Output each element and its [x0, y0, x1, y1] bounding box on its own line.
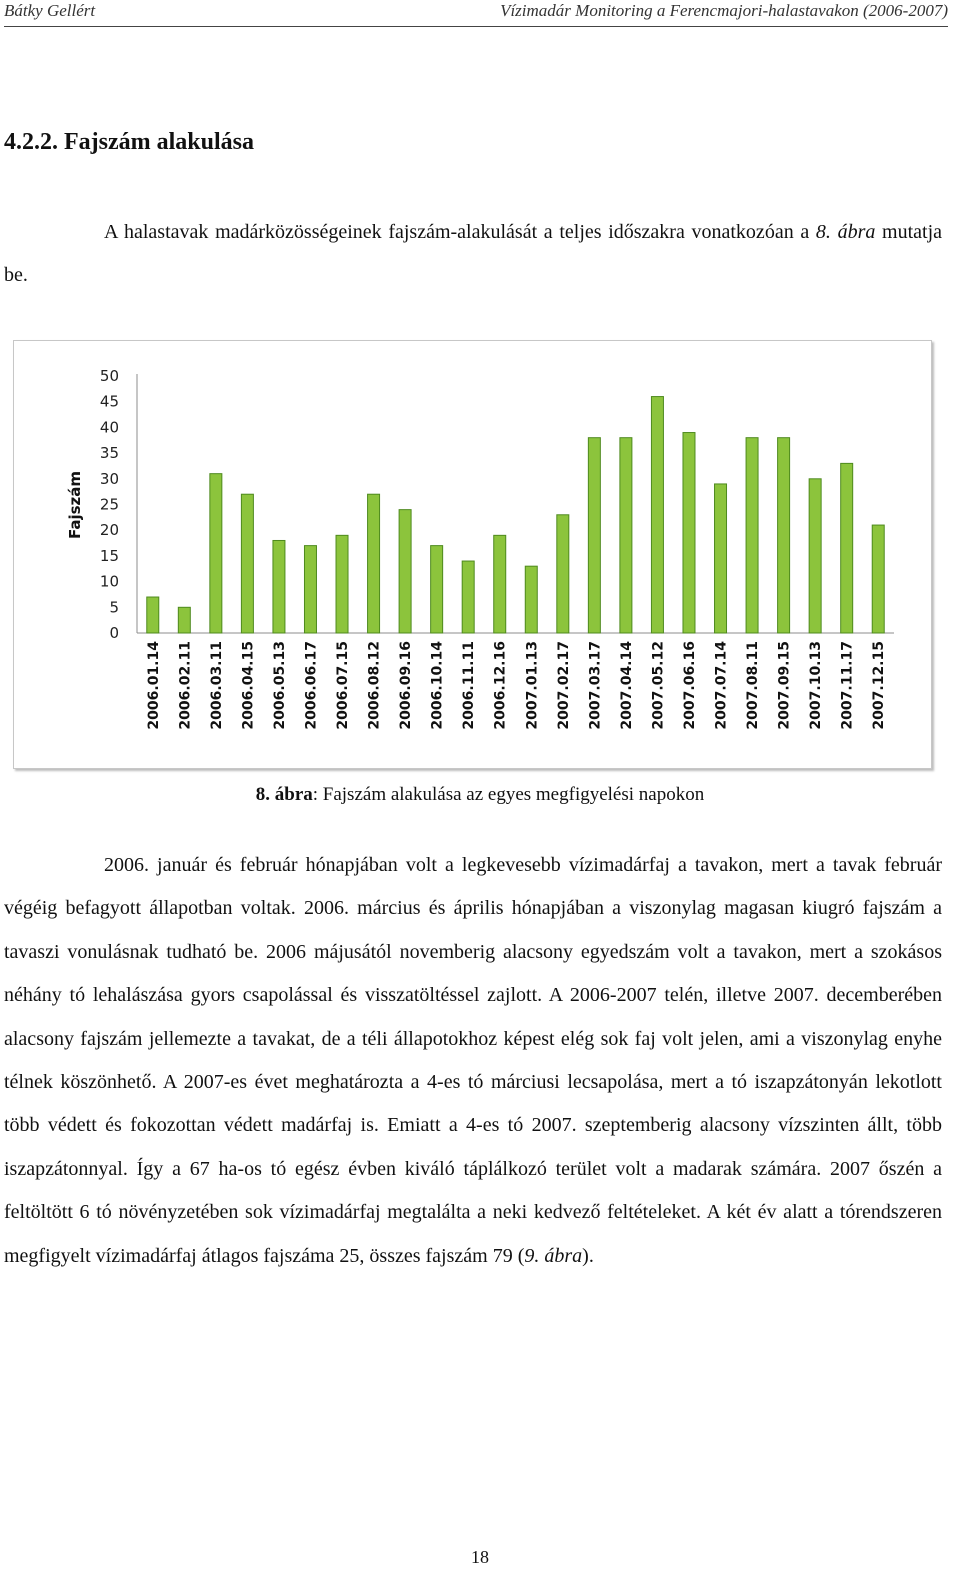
- x-tick-label: 2007.02.17: [555, 641, 572, 730]
- x-tick-label: 2006.02.11: [177, 641, 194, 730]
- bar: [746, 438, 758, 633]
- y-tick-label: 15: [99, 546, 119, 565]
- x-tick-label: 2006.03.11: [208, 641, 225, 730]
- y-tick-label: 45: [99, 392, 119, 411]
- figure-caption: [0, 784, 960, 806]
- bar: [147, 597, 159, 633]
- bar: [683, 433, 695, 633]
- body-text-end: ).: [582, 1244, 594, 1267]
- header-rule: [4, 26, 948, 27]
- y-tick-label: 25: [99, 495, 119, 514]
- y-tick-label: 10: [99, 572, 119, 591]
- x-tick-label: 2007.10.13: [808, 641, 825, 730]
- bar: [494, 535, 506, 633]
- bar: [210, 474, 222, 633]
- intro-paragraph: [4, 211, 942, 297]
- species-count-chart: [14, 341, 931, 768]
- bar: [368, 494, 380, 633]
- x-tick-label: 2007.03.17: [587, 641, 604, 730]
- x-tick-label: 2007.07.14: [713, 641, 730, 730]
- y-tick-label: 35: [99, 444, 119, 463]
- intro-text-end: mutatja be.: [4, 221, 943, 286]
- bar: [588, 438, 600, 633]
- bar: [273, 540, 285, 633]
- intro-text: A halastavak madárközösségeinek fajszám-alakulását a teljes időszakra vonatkozóan a: [104, 221, 816, 243]
- running-header: [4, 0, 948, 26]
- bar: [809, 479, 821, 633]
- page-number: 18: [471, 1547, 489, 1567]
- header-title: Vízimadár Monitoring a Ferencmajori-halastavakon (2006-2007): [500, 1, 948, 20]
- bar: [525, 566, 537, 633]
- x-tick-label: 2007.01.13: [524, 641, 541, 730]
- bar: [872, 525, 884, 633]
- body-text: 2006. január és február hónapjában volt a legkevesebb vízimadárfaj a tavakon, mert a tavak február végéig befagyott állapotban voltak. 2006. március és április hónapjában a viszonylag magasan kiugró fajszám a tavaszi vonulásnak tudható be. 2006 májusától novemberig alacsony egyedszám volt a tavakon, mert a szokásos néhány tó lehalászása gyors csapolással és visszatöltéssel zajlott. A 2006-2007 telén, illetve 2007. decemberében alacsony fajszám jellemezte a tavakat, de a téli állapotokhoz képest elég sok faj volt jelen, ami a viszonylag enyhe télnek köszönhető. A 2007-es évet meghatározta a 4-es tó márciusi lecsapolása, mert a tó iszapzátonyán lekotlott több védett és fokozottan védett madárfaj is. Emiatt a 4-es tó 2007. szeptemberig alacsony vízszinten állt, több iszapzátonnyal. Így a 67 ha-os tó egész évben kiváló táplálkozó terület volt a madarak számára. 2007 őszén a feltöltött 6 tó növényzetében sok vízimadárfaj megtalálta a neki kedvező feltételeket. A két év alatt a tórendszeren megfigyelt vízimadárfaj átlagos fajszáma 25, összes fajszám 79 (: [4, 854, 942, 1267]
- bar: [304, 546, 316, 633]
- x-tick-label: 2006.08.12: [366, 641, 383, 730]
- bar: [841, 463, 853, 633]
- intro-figure-ref: 8. ábra: [815, 221, 876, 243]
- y-tick-label: 5: [109, 598, 119, 617]
- x-tick-label: 2006.12.16: [492, 641, 509, 730]
- x-tick-label: 2006.01.14: [145, 641, 162, 730]
- x-tick-label: 2006.06.17: [303, 641, 320, 730]
- bar: [620, 438, 632, 633]
- body-figure-ref: 9. ábra: [524, 1244, 583, 1267]
- x-tick-label: 2006.05.13: [271, 641, 288, 730]
- y-tick-label: 30: [99, 469, 119, 488]
- chart-frame: [13, 340, 932, 769]
- x-tick-label: 2007.09.15: [776, 641, 793, 730]
- bar: [431, 546, 443, 633]
- x-tick-label: 2007.05.12: [650, 641, 667, 730]
- bar: [715, 484, 727, 633]
- bar: [778, 438, 790, 633]
- y-tick-label: 0: [109, 624, 119, 642]
- caption-text: : Fajszám alakulása az egyes megfigyelési napokon: [312, 784, 705, 805]
- caption-label: 8. ábra: [255, 784, 313, 805]
- y-tick-label: 40: [99, 418, 119, 437]
- section-title: 4.2.2. Fajszám alakulása: [4, 129, 255, 155]
- header-author: Bátky Gellért: [4, 1, 96, 20]
- bar: [557, 515, 569, 633]
- x-tick-label: 2007.08.11: [745, 641, 762, 730]
- x-tick-label: 2007.11.17: [839, 641, 856, 730]
- x-tick-label: 2006.09.16: [398, 641, 415, 730]
- x-tick-label: 2007.04.14: [618, 641, 635, 730]
- y-axis-label: Fajszám: [66, 470, 84, 540]
- y-tick-label: 20: [99, 521, 119, 540]
- x-tick-label: 2006.10.14: [429, 641, 446, 730]
- x-tick-label: 2006.07.15: [335, 641, 352, 730]
- bar: [178, 607, 190, 633]
- y-tick-label: 50: [99, 367, 119, 385]
- bar: [399, 510, 411, 633]
- bar: [241, 494, 253, 633]
- x-tick-label: 2006.11.11: [461, 641, 478, 730]
- bar: [651, 397, 663, 633]
- x-tick-label: 2007.12.15: [871, 641, 888, 730]
- x-tick-label: 2007.06.16: [681, 641, 698, 730]
- bar: [462, 561, 474, 633]
- x-tick-label: 2006.04.15: [240, 641, 257, 730]
- bar: [336, 535, 348, 633]
- body-paragraph: [4, 844, 942, 1278]
